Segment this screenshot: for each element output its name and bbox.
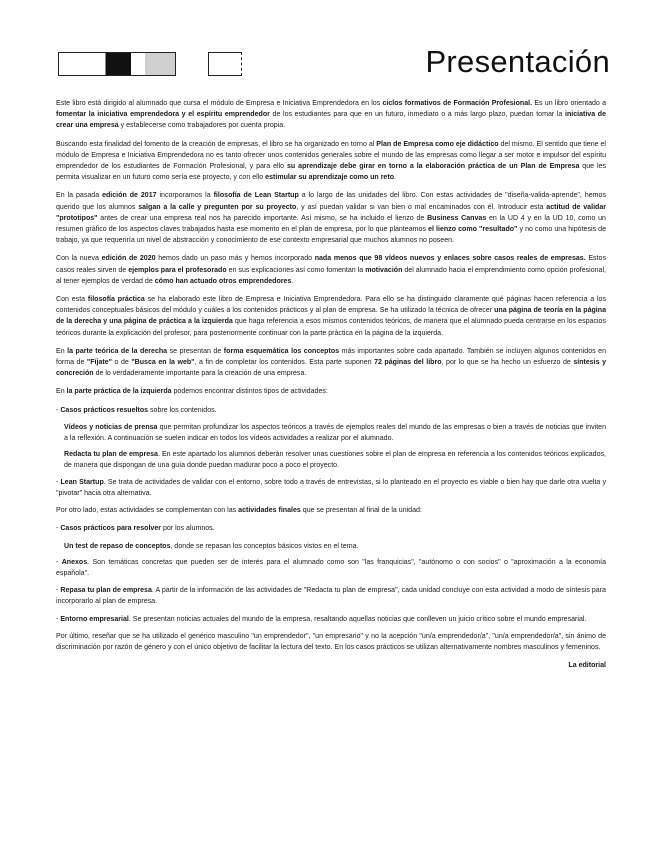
text-run: . A partir de la información de las actividades de "Redacta tu plan de empresa", cada unidad concluye con esta actividad a modo de síntesis para incorporarlo al plan de empresa. xyxy=(56,587,606,606)
text-run: , donde se repasan los conceptos básicos vistos en el tema. xyxy=(170,542,359,550)
text-run: , y así puedan validar si van bien o mal encaminados con él. Introducir esta xyxy=(296,203,547,211)
bold-run: Entorno empresarial xyxy=(60,615,129,623)
text-run: - xyxy=(56,558,62,566)
text-run: que permitan profundizar los aspectos teóricos a través de ejemplos reales del mundo de las empresas o bien a través de noticias que inviten a la reflexión. A continuación se suelen indicar en todos los vídeos actividades a realizar por el alumnado. xyxy=(64,423,606,443)
list-item-lean-startup xyxy=(56,477,606,499)
text-run: - xyxy=(56,587,61,595)
bold-run: 72 páginas del libro xyxy=(374,359,442,367)
text-run: En xyxy=(56,347,68,355)
text-run: , por lo que se ha hecho un esfuerzo de xyxy=(441,359,574,367)
text-run: - xyxy=(56,478,61,486)
text-run: Con esta xyxy=(56,296,88,304)
bold-run: una página de teoría en la página de la derecha y una página de práctica a la izquierda xyxy=(56,307,606,326)
bold-run: su aprendizaje debe girar en torno a la elaboración práctica de un Plan de Empresa xyxy=(287,163,580,171)
bold-run: estimular su aprendizaje como un reto xyxy=(265,174,395,182)
bold-run: Vídeos y noticias de prensa xyxy=(64,423,158,431)
paragraph-filosofia-practica xyxy=(56,294,606,339)
text-run: y establecerse como trabajadores por cuenta propia. xyxy=(118,122,286,130)
text-run: del mismo. El sentido que tiene el módulo de Empresa e Iniciativa Emprendedora no es tanto ofrecer unos contenidos generales sobre el mundo de las empresas como llegar a ser motor e impulsor del espíritu emprendedor de los estudiantes de Formación Profesional, y para ello xyxy=(56,140,606,171)
list-item-videos xyxy=(56,422,606,444)
list-item-casos-resueltos xyxy=(56,405,606,416)
signature: La editorial xyxy=(568,662,606,670)
list-item-entorno xyxy=(56,614,606,625)
text-run: podemos encontrar distintos tipos de actividades: xyxy=(171,388,328,396)
paragraph-edicion-2017 xyxy=(56,190,606,246)
bold-run: edición de 2020 xyxy=(101,255,156,263)
bold-run: edición de 2017 xyxy=(102,192,157,200)
text-run: . xyxy=(291,277,294,285)
text-run: que haga referencia a esos mismos contenidos teóricos, de manera que el alumnado pueda centrarse en los espacios teóricos durante la explicación del profesor, para posteriormente continuar con la parte práctica en la página de la izquierda. xyxy=(56,318,606,337)
bold-run: iniciativa de crear una empresa xyxy=(56,111,607,130)
text-run: o de xyxy=(111,359,132,367)
bold-run: la parte teórica de la derecha xyxy=(67,347,168,355)
bold-run: Lean Startup xyxy=(60,478,104,486)
bold-run: "Fíjate" xyxy=(86,359,112,367)
text-run: . xyxy=(394,174,396,182)
text-run: en sus explicaciones así como fomentan la xyxy=(226,266,366,274)
bold-run: Plan de Empresa como eje didáctico xyxy=(376,140,499,148)
paragraph-edicion-2020 xyxy=(56,253,606,287)
text-run: En la pasada xyxy=(56,192,103,200)
text-run: . Se trata de actividades de validar con el entorno, sobre todo a través de entrevistas, si lo planteado en el proyecto es viable o bien hay que darle otra vuelta y "pivotar" hacia otra alternativa. xyxy=(56,478,606,497)
bold-run: Anexos xyxy=(61,558,88,566)
paragraph-parte-practica xyxy=(56,386,606,397)
text-run: más importantes sobre cada apartado. También se incluyen algunos contenidos en forma de xyxy=(56,347,607,367)
list-item-anexos xyxy=(56,557,606,579)
bold-run: Repasa tu plan de empresa xyxy=(60,587,152,595)
bold-run: fomentar la iniciativa emprendedora y el espíritu emprendedor xyxy=(56,111,270,119)
text-run: - xyxy=(56,525,61,533)
list-item-redacta-plan xyxy=(56,449,606,471)
text-run: del alumnado hacia el emprendimiento como opción profesional, al tener ejemplos de verdad de xyxy=(56,266,606,285)
bold-run: "Busca en la web" xyxy=(131,359,195,367)
paragraph-actividades-finales xyxy=(56,505,606,516)
bold-run: el lienzo como "resultado" xyxy=(428,226,518,234)
text-run: por los alumnos. xyxy=(160,525,215,533)
bold-run: Un test de repaso de conceptos xyxy=(64,542,171,550)
text-run: que se presentan al final de la unidad: xyxy=(300,507,422,515)
text-run: Por otro lado, estas actividades se complementan con las xyxy=(56,507,239,515)
text-run: Es un libro orientado a xyxy=(532,100,606,107)
text-run: Estos casos reales sirven de xyxy=(56,255,606,274)
list-item-casos-resolver xyxy=(56,523,606,534)
bold-run: filosofía práctica xyxy=(87,296,145,304)
list-item-test-repaso xyxy=(56,541,606,552)
bold-run: actitud de validar "prototipos" xyxy=(56,203,606,222)
text-run: antes de crear una empresa real nos ha parecido importante. Así mismo, se ha incluido el lienzo de xyxy=(97,214,428,222)
bold-run: la parte práctica de la izquierda xyxy=(66,388,172,396)
text-run: que les permita visualizar en un futuro como sería ese proyecto, y con ello xyxy=(56,163,606,182)
bold-run: salgan a la calle y pregunten por su proyecto xyxy=(138,203,297,211)
text-run: de los estudiantes para que en un futuro, inmediato o a más largo plazo, puedan tomar la xyxy=(269,111,565,119)
bold-run: cómo han actuado otros emprendedores xyxy=(154,277,292,285)
bold-run: forma esquemática los conceptos xyxy=(223,347,340,355)
bold-run: ejemplos para el profesorado xyxy=(128,266,227,274)
bold-run: motivación xyxy=(365,266,403,274)
text-run: de lo verdaderamente importante para la creación de una empresa. xyxy=(93,370,307,378)
bold-run: Casos prácticos resueltos xyxy=(60,406,149,414)
bold-run: Business Canvas xyxy=(427,214,487,222)
text-run: sobre los contenidos. xyxy=(148,406,217,414)
document-body xyxy=(56,98,606,671)
header-block-left xyxy=(58,52,176,76)
text-run: se ha elaborado este libro de Empresa e Iniciativa Emprendedora. Para ello se ha distinguido claramente qué páginas hacen referencia a los contenidos conceptuales básicos del módulo y cuáles a los contenidos prácticos y al plan de empresa. Se ha utilizado la técnica de ofrecer xyxy=(56,296,606,315)
paragraph-genero xyxy=(56,631,606,653)
text-run: Con la nueva xyxy=(56,255,102,263)
text-run: incorporamos la xyxy=(156,192,214,200)
text-run: y no como una hipótesis de trabajo, ya que requeriría un nivel de abstracción y conocimiento de ese contexto empresarial que muchos alumnos no poseen. xyxy=(56,226,606,245)
text-run: - xyxy=(56,406,61,414)
text-run: , a fin de completar los contenidos. Esta parte suponen xyxy=(194,359,375,367)
text-run: a lo largo de las unidades del libro. Con estas actividades de "diseña-valida-aprende", hemos querido que los alumnos xyxy=(56,192,606,211)
text-run: Este libro está dirigido al alumnado que cursa el módulo de Empresa e Iniciativa Emprendedora en los xyxy=(56,100,383,107)
text-run: . Son temáticas concretas que pueden ser de interés para el alumnado como son "las franquicias", "autónomo o con socios" o "aproximación a la economía española". xyxy=(56,558,606,577)
paragraph-plan-empresa xyxy=(56,139,606,184)
header-block-right xyxy=(208,52,242,76)
text-run: En xyxy=(56,388,67,396)
text-run: en la UD 4 y en la UD 10, como un resumen gráfico de los aspectos claves trabajados hasta ese momento en el plan de empresa, por lo que planteamos xyxy=(56,214,606,234)
bold-run: nada menos que 98 vídeos nuevos y enlaces sobre casos reales de empresas. xyxy=(314,255,586,263)
text-run: Buscando esta finalidad del fomento de la creación de empresas, el libro se ha organizado en torno al xyxy=(56,140,377,148)
paragraph-intro xyxy=(56,98,606,132)
text-run: se presentan de xyxy=(167,347,224,355)
bold-run: actividades finales xyxy=(238,507,301,515)
bold-run: filosofía de Lean Startup xyxy=(213,192,299,200)
paragraph-parte-teorica xyxy=(56,346,606,380)
bold-run: ciclos formativos de Formación Profesional. xyxy=(382,100,533,107)
list-item-repasa-plan xyxy=(56,585,606,607)
text-run: Por último, reseñar que se ha utilizado el genérico masculino "un emprendedor", "un empresario" y no la acepción "un/a emprendedor/a", "un/a emprendedor/a", sin ánimo de discriminación por razón de género y con el único objetivo de facilitar la lectura del texto. En los casos prácticos se utilizan alternativamente nombres masculinos y femeninos. xyxy=(56,632,606,651)
text-run: hemos dado un paso más y hemos incorporado xyxy=(155,255,315,263)
bold-run: Casos prácticos para resolver xyxy=(60,525,161,533)
bold-run: Redacta tu plan de empresa xyxy=(64,451,158,459)
text-run: - xyxy=(56,615,61,623)
page-title: Presentación xyxy=(425,44,610,79)
text-run: . Se presentan noticias actuales del mundo de la empresa, resaltando aquellas noticias que conlleven un juicio crítico sobre el mundo empresarial. xyxy=(128,615,587,623)
bold-run: síntesis y concreción xyxy=(56,359,606,378)
text-run: . En este apartado los alumnos deberán resolver unas cuestiones sobre el plan de empresa en referencia a los contenidos teóricos explicados, de manera que dispongan de una guía donde puedan madurar poco a poco el proyecto. xyxy=(64,451,606,470)
